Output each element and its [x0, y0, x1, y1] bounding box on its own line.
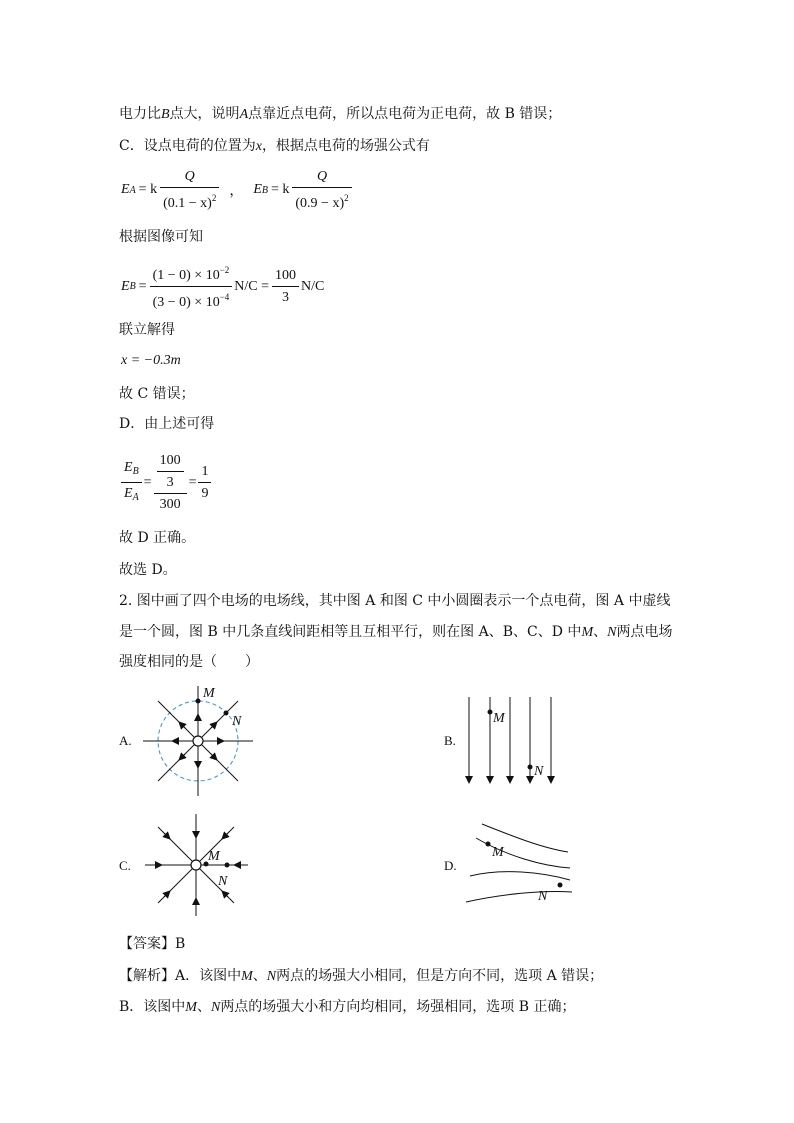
analysis-line-2 [119, 997, 576, 1018]
var-B: B [161, 107, 170, 122]
subscript: B [132, 466, 139, 477]
den-text: (0.1 − x) [163, 196, 212, 211]
text-line-4: 联立解得 [119, 322, 175, 338]
numerator: Q [160, 168, 219, 188]
text-span: 是一个圆，图 B 中几条直线间距相等且互相平行，则在图 A、B、C、D 中 [119, 624, 582, 640]
inner-fraction [157, 452, 184, 491]
subscript: B [261, 184, 268, 196]
superscript: 2 [211, 193, 217, 203]
point-charge [193, 736, 203, 746]
point-M [196, 699, 201, 704]
text-span: C．设点电荷的位置为 [119, 138, 256, 154]
question-2-line-1: 2. 图中画了四个电场的电场线，其中图 A 和图 C 中小圆圈表示一个点电荷，图 A 中虚线 [119, 593, 671, 609]
point-N [224, 711, 229, 716]
text-span: 两点的场强大小相同，但是方向不同，选项 A 错误； [276, 968, 604, 984]
text-span: 【解析】A．该图中 [119, 968, 242, 984]
option-B-label: B. [444, 733, 456, 748]
equals: = [188, 474, 197, 490]
text-line-7: 故 D 正确。 [119, 530, 196, 546]
point-M [486, 842, 491, 847]
denominator: 300 [159, 497, 181, 512]
text-span: B．该图中 [119, 999, 186, 1015]
var-M: M [185, 1000, 197, 1015]
superscript: −2 [219, 265, 230, 275]
text-line-6: D．由上述可得 [119, 416, 215, 432]
option-A-label: A. [119, 733, 132, 748]
fraction-1-9 [198, 463, 211, 502]
label-N: N [534, 764, 544, 779]
text-line-3: 根据图像可知 [119, 229, 203, 245]
den-text: (0.9 − x) [295, 196, 345, 211]
label-M: M [493, 711, 505, 726]
fraction-EB [292, 168, 351, 212]
numerator: 100 [272, 267, 299, 287]
formula-EB-value [121, 262, 324, 311]
comma: ， [229, 184, 244, 199]
x-solution: x = −0.3m [121, 353, 181, 368]
point-charge [191, 860, 201, 870]
denominator [292, 188, 351, 212]
equals-k: = k [270, 182, 290, 197]
subscript: A [129, 184, 136, 196]
fraction-EB-EA [121, 459, 142, 506]
text-line-1 [119, 104, 561, 125]
figure-D-curved-field [462, 818, 574, 910]
figure-C-converging-field [142, 810, 252, 920]
point-N [528, 765, 533, 770]
text-line-8: 故选 D。 [119, 562, 177, 578]
num-text: (1 − 0) × 10 [152, 268, 220, 283]
label-M: M [203, 686, 215, 701]
text-span: 两点的场强大小和方向均相同，场强相同，选项 B 正确； [220, 999, 576, 1015]
denominator [150, 287, 233, 311]
numerator: 100 [157, 452, 184, 472]
text-line-5: 故 C 错误； [119, 386, 195, 402]
point-M [488, 710, 493, 715]
denominator [160, 188, 219, 212]
fraction-EA [160, 168, 219, 212]
equals-k: = k [138, 182, 158, 197]
label-N: N [218, 874, 228, 889]
var-x: x [255, 139, 262, 154]
subscript: A [132, 492, 139, 503]
var-N: N [266, 969, 277, 984]
fraction-EB-calc [150, 262, 233, 311]
fraction-100-3 [272, 267, 299, 306]
symbol-E: E [121, 182, 130, 197]
denominator: 9 [201, 486, 209, 501]
separator: 、 [593, 624, 608, 640]
var-A: A [239, 107, 249, 122]
denominator: 3 [282, 290, 290, 305]
text-line-2 [119, 136, 430, 157]
option-D-label: D. [444, 858, 457, 873]
numerator [150, 262, 233, 287]
formula-field-strength [121, 168, 352, 212]
unit: N/C = [234, 278, 270, 294]
point-N [225, 863, 230, 868]
superscript: 2 [344, 193, 349, 203]
text-span: 点靠近点电荷，所以点电荷为正电荷，故 B 错误； [248, 106, 562, 122]
numerator [121, 459, 142, 483]
label-M: M [492, 845, 504, 860]
symbol-E: E [124, 460, 133, 475]
separator: 、 [196, 999, 211, 1015]
analysis-line-1 [119, 966, 603, 987]
label-N: N [538, 889, 548, 904]
numerator [154, 452, 187, 494]
numerator: 1 [198, 463, 211, 483]
symbol-E: E [124, 486, 133, 501]
answer-line: 【答案】B [119, 936, 186, 952]
text-span: ，根据点电荷的场强公式有 [261, 138, 430, 154]
figure-A-radial-field [140, 682, 260, 804]
label-M: M [208, 849, 220, 864]
numerator: Q [292, 168, 351, 188]
formula-ratio [121, 452, 211, 513]
point-N [558, 883, 563, 888]
question-2-line-3: 强度相同的是（ ） [119, 654, 259, 670]
compound-fraction [154, 452, 187, 513]
text-span: 点大，说明 [169, 106, 240, 122]
symbol-E: E [121, 278, 130, 294]
figure-B-uniform-field [460, 695, 560, 787]
den-text: (3 − 0) × 10 [152, 295, 220, 310]
text-span: 电力比 [119, 106, 161, 122]
var-M: M [241, 969, 253, 984]
option-C-label: C. [119, 858, 131, 873]
var-M: M [581, 625, 594, 640]
symbol-E: E [253, 182, 262, 197]
unit: N/C [301, 278, 325, 294]
superscript: −4 [219, 292, 230, 302]
denominator: 3 [166, 475, 174, 490]
equals: = [138, 278, 147, 294]
curved-field-lines [466, 824, 572, 902]
var-N: N [607, 625, 617, 640]
label-N: N [232, 714, 242, 729]
text-span: 两点电场 [616, 624, 673, 640]
denominator [121, 483, 142, 506]
subscript: B [129, 281, 136, 292]
question-2-line-2 [119, 622, 672, 643]
var-N: N [210, 1000, 221, 1015]
equals: = [143, 474, 152, 490]
separator: 、 [252, 968, 267, 984]
